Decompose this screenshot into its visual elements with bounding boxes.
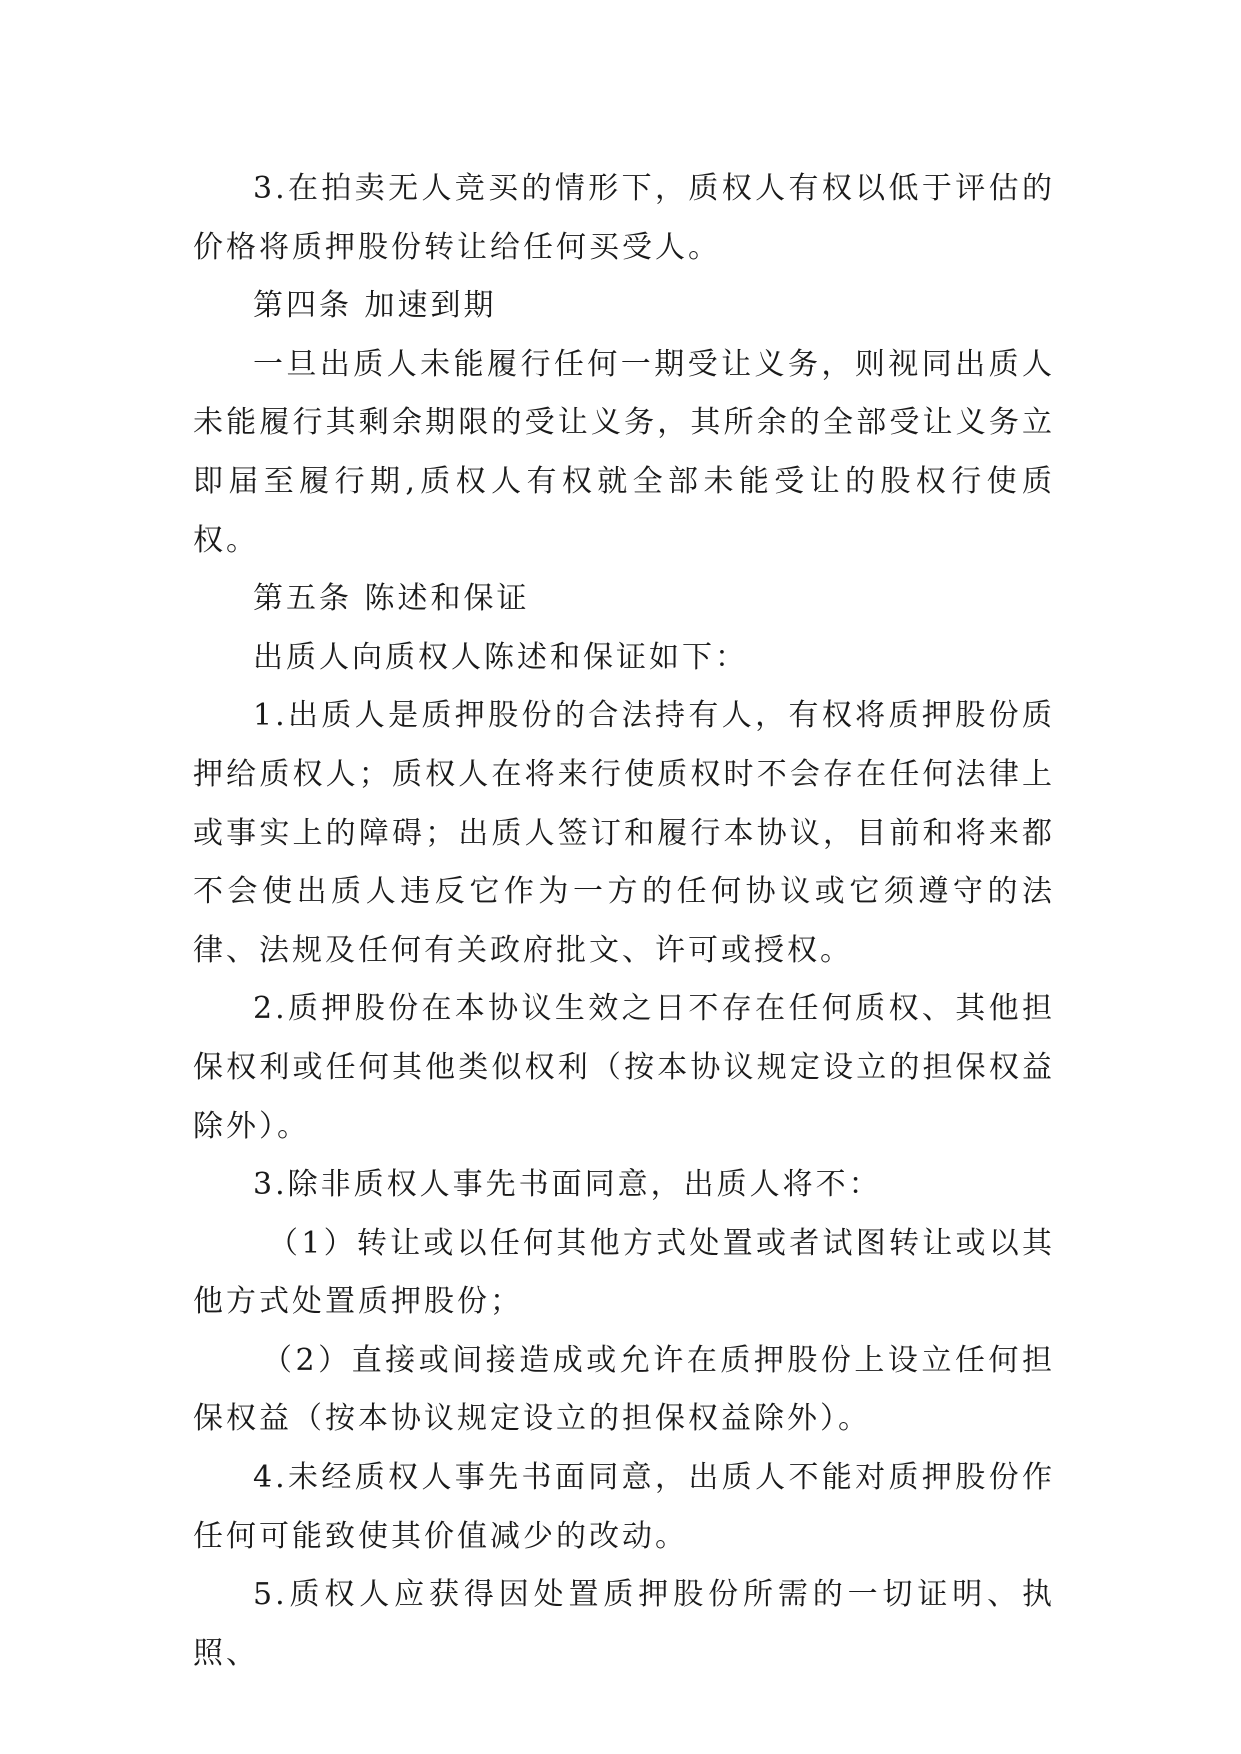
paragraph-representation-1: 1.出质人是质押股份的合法持有人，有权将质押股份质押给质权人；质权人在将来行使质权时不会存在任何法律上或事实上的障碍；出质人签订和履行本协议，目前和将来都不会使出质人违反它作为一方的任何协议或它须遵守的法律、法规及任何有关政府批文、许可或授权。 bbox=[193, 698, 1055, 968]
paragraph-representation-3-item-2: （2）直接或间接造成或允许在质押股份上设立任何担保权益（按本协议规定设立的担保权益除外）。 bbox=[193, 1342, 1055, 1437]
paragraph-representations-intro: 出质人向质权人陈述和保证如下： bbox=[253, 639, 748, 675]
paragraph-acceleration: 一旦出质人未能履行任何一期受让义务，则视同出质人未能履行其剩余期限的受让义务，其所余的全部受让义务立即届至履行期,质权人有权就全部未能受让的股权行使质权。 bbox=[193, 346, 1055, 558]
document-body bbox=[193, 160, 1055, 1683]
paragraph-representation-2: 2.质押股份在本协议生效之日不存在任何质权、其他担保权利或任何其他类似权利（按本协议规定设立的担保权益除外）。 bbox=[193, 991, 1055, 1144]
paragraph-clause-3-auction: 3.在拍卖无人竞买的情形下，质权人有权以低于评估的价格将质押股份转让给任何买受人。 bbox=[193, 171, 1055, 265]
paragraph-representation-4: 4.未经质权人事先书面同意，出质人不能对质押股份作任何可能致使其价值减少的改动。 bbox=[193, 1460, 1055, 1554]
paragraph-representation-3: 3.除非质权人事先书面同意，出质人将不： bbox=[253, 1167, 882, 1203]
heading-article-5: 第五条 陈述和保证 bbox=[253, 581, 530, 617]
paragraph-representation-3-item-1: （1）转让或以任何其他方式处置或者试图转让或以其他方式处置质押股份； bbox=[193, 1225, 1055, 1320]
paragraph-representation-5: 5.质权人应获得因处置质押股份所需的一切证明、执照、 bbox=[193, 1577, 1055, 1671]
heading-article-4: 第四条 加速到期 bbox=[253, 288, 497, 324]
